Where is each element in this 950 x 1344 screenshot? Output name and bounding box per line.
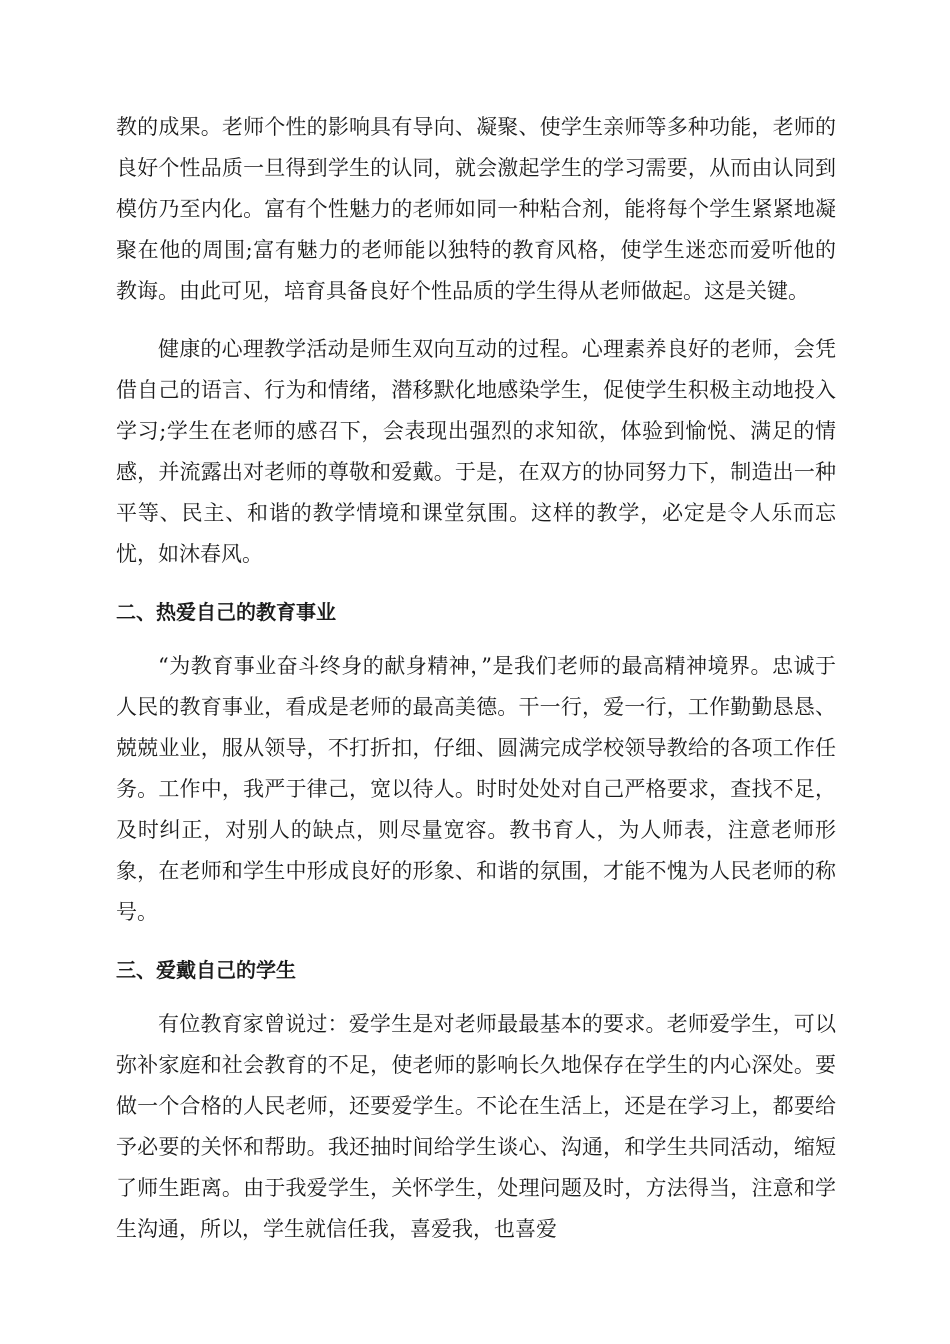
paragraph-dedication: “为教育事业奋斗终身的献身精神，”是我们老师的最高精神境界。忠诚于人民的教育事业，看成是老师的最高美德。干一行，爱一行，工作勤勤恳恳、兢兢业业，服从领导，不打折扣，仔细、圆满完成学校领导教给的各项工作任务。工作中，我严于律己，宽以待人。时时处处对自己严格要求，查找不足，及时纠正，对别人的缺点，则尽量宽容。教书育人，为人师表，注意老师形象，在老师和学生中形成良好的形象、和谐的氛围，才能不愧为人民老师的称号。 (116, 654, 836, 924)
paragraph-psychology: 健康的心理教学活动是师生双向互动的过程。心理素养良好的老师，会凭借自己的语言、行为和情绪，潜移默化地感染学生，促使学生积极主动地投入学习;学生在老师的感召下，会表现出强烈的求知欲，体验到愉悦、满足的情感，并流露出对老师的尊敬和爱戴。于是，在双方的协同努力下，制造出一种平等、民主、和谐的教学情境和课堂氛围。这样的教学，必定是令人乐而忘忧，如沐春风。 (116, 337, 836, 566)
document-page (116, 107, 836, 1267)
paragraph-love-students: 有位教育家曾说过：爱学生是对老师最最基本的要求。老师爱学生，可以弥补家庭和社会教育的不足，使老师的影响长久地保存在学生的内心深处。要做一个合格的人民老师，还要爱学生。不论在生活上，还是在学习上，都要给予必要的关怀和帮助。我还抽时间给学生谈心、沟通，和学生共同活动，缩短了师生距离。由于我爱学生，关怀学生，处理问题及时，方法得当，注意和学生沟通，所以，学生就信任我，喜爱我，也喜爱 (116, 1012, 836, 1241)
paragraph-continuation: 教的成果。老师个性的影响具有导向、凝聚、使学生亲师等多种功能，老师的良好个性品质一旦得到学生的认同，就会激起学生的学习需要，从而由认同到模仿乃至内化。富有个性魅力的老师如同一种粘合剂，能将每个学生紧紧地凝聚在他的周围;富有魅力的老师能以独特的教育风格，使学生迷恋而爱听他的教诲。由此可见，培育具备良好个性品质的学生得从老师做起。这是关键。 (116, 115, 836, 303)
section-heading-2: 二、热爱自己的教育事业 (116, 600, 336, 624)
section-heading-3: 三、爱戴自己的学生 (116, 958, 296, 982)
